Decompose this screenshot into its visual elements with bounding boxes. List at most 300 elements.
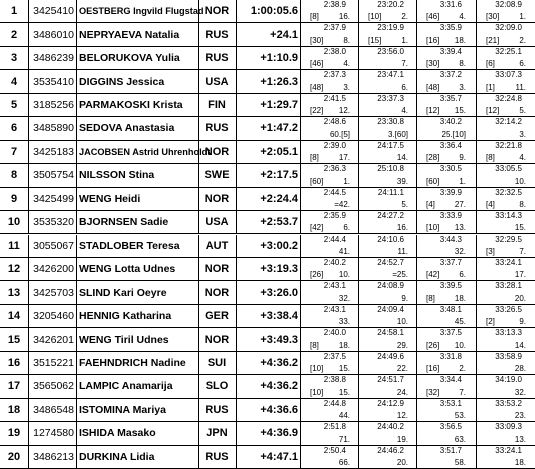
split-cell — [302, 23, 356, 45]
column-divider — [76, 328, 77, 350]
column-divider — [236, 47, 237, 69]
split-cell — [478, 422, 532, 444]
split-cell — [302, 399, 356, 421]
split-cell — [478, 117, 532, 139]
column-divider — [28, 141, 29, 163]
split-cell — [418, 188, 472, 210]
column-divider — [476, 258, 477, 280]
column-divider — [416, 211, 417, 233]
column-divider — [236, 117, 237, 139]
split-rank: 17. — [514, 270, 526, 280]
column-divider — [476, 70, 477, 92]
split-cell — [360, 0, 414, 22]
split-cell — [418, 446, 472, 468]
column-divider — [198, 399, 199, 421]
split-rank: 45. — [454, 317, 466, 327]
split-time: 3:31.6 — [439, 0, 462, 9]
column-divider — [358, 23, 359, 45]
column-divider — [476, 446, 477, 468]
split-time: 33:13.3 — [495, 328, 522, 338]
split-rank: 6. — [343, 223, 350, 233]
split-cell — [418, 235, 472, 257]
column-divider — [476, 422, 477, 444]
athlete-name-cell: WENG Tiril Udnes — [79, 333, 169, 346]
split-time: 2:37.5 — [323, 351, 346, 361]
column-divider — [416, 375, 417, 397]
column-divider — [416, 188, 417, 210]
column-divider — [76, 422, 77, 444]
split-rank: 27. — [454, 200, 466, 210]
rank-cell: 3 — [10, 52, 18, 65]
fis-code-cell: 3486239 — [33, 52, 74, 65]
column-divider — [76, 235, 77, 257]
split-cell — [360, 164, 414, 186]
split-rank: 22. — [396, 364, 408, 374]
bonus-points: [15] — [368, 35, 382, 45]
column-divider — [476, 23, 477, 45]
column-divider — [416, 23, 417, 45]
column-divider — [476, 375, 477, 397]
split-cell — [478, 94, 532, 116]
result-cell: +3:00.2 — [260, 239, 298, 252]
split-time: 23:19.9 — [377, 23, 404, 33]
result-cell: +2:53.7 — [260, 216, 298, 229]
split-time: 32:25.1 — [495, 46, 522, 56]
split-cell — [302, 422, 356, 444]
table-row — [0, 47, 535, 70]
column-divider — [28, 47, 29, 69]
column-divider — [300, 47, 301, 69]
split-cell — [418, 47, 472, 69]
athlete-name-cell: NEPRYAEVA Natalia — [79, 28, 180, 41]
column-divider — [476, 47, 477, 69]
split-cell — [360, 211, 414, 233]
split-cell — [478, 328, 532, 350]
rank-cell: 17 — [7, 380, 21, 393]
split-cell — [360, 47, 414, 69]
bonus-points: [48] — [310, 82, 324, 92]
split-time: 32:08.9 — [495, 0, 522, 9]
column-divider — [28, 258, 29, 280]
column-divider — [416, 352, 417, 374]
column-divider — [236, 23, 237, 45]
column-divider — [236, 0, 237, 22]
table-row — [0, 188, 535, 211]
split-cell — [478, 47, 532, 69]
result-cell: +4:36.2 — [260, 380, 298, 393]
split-cell — [302, 258, 356, 280]
split-rank: 18. — [454, 35, 466, 45]
split-time: 23:47.1 — [377, 70, 404, 80]
result-cell: +3:38.4 — [260, 310, 298, 323]
split-rank: 18. — [338, 340, 350, 350]
column-divider — [476, 117, 477, 139]
column-divider — [358, 188, 359, 210]
nation-cell: RUS — [205, 403, 229, 416]
split-time: 3:37.7 — [439, 257, 462, 267]
split-time: 33:24.1 — [495, 445, 522, 455]
split-time: 33:14.3 — [495, 211, 522, 221]
column-divider — [300, 258, 301, 280]
split-cell — [418, 0, 472, 22]
split-time: 24:11.1 — [377, 187, 404, 197]
split-rank: 5. — [519, 106, 526, 116]
bonus-points: [26] — [426, 340, 440, 350]
split-cell — [478, 23, 532, 45]
column-divider — [28, 164, 29, 186]
split-rank: 60.[5] — [329, 129, 350, 139]
split-rank: 15. — [338, 387, 350, 397]
split-rank: 6. — [459, 270, 466, 280]
column-divider — [198, 94, 199, 116]
split-rank: 13. — [514, 434, 526, 444]
column-divider — [28, 375, 29, 397]
split-time: 2:38.9 — [323, 0, 346, 9]
split-cell — [302, 235, 356, 257]
column-divider — [198, 281, 199, 303]
column-divider — [236, 399, 237, 421]
split-cell — [478, 258, 532, 280]
column-divider — [416, 328, 417, 350]
split-rank: 3. — [519, 129, 526, 139]
column-divider — [198, 164, 199, 186]
fis-code-cell: 3205460 — [33, 310, 74, 323]
split-time: 2:41.5 — [323, 93, 346, 103]
bonus-points: [8] — [486, 153, 495, 163]
column-divider — [358, 94, 359, 116]
fis-code-cell: 3426200 — [33, 263, 74, 276]
split-rank: 9. — [401, 293, 408, 303]
column-divider — [76, 70, 77, 92]
bonus-points: [12] — [486, 106, 500, 116]
split-rank: 33. — [338, 317, 350, 327]
split-cell — [418, 281, 472, 303]
column-divider — [28, 211, 29, 233]
column-divider — [198, 211, 199, 233]
split-cell — [360, 117, 414, 139]
split-time: 2:44.8 — [323, 398, 346, 408]
bonus-points: [26] — [310, 270, 324, 280]
split-rank: 29. — [396, 340, 408, 350]
bonus-points: [46] — [310, 59, 324, 69]
column-divider — [300, 117, 301, 139]
column-divider — [358, 446, 359, 468]
split-cell — [360, 188, 414, 210]
column-divider — [28, 281, 29, 303]
result-cell: +4:47.1 — [260, 450, 298, 463]
split-time: 32:24.8 — [495, 93, 522, 103]
split-time: 2:43.1 — [323, 281, 346, 291]
result-cell: +4:36.9 — [260, 427, 298, 440]
bonus-points: [4] — [426, 200, 435, 210]
split-cell — [360, 258, 414, 280]
split-rank: 7. — [401, 59, 408, 69]
split-rank: 6. — [519, 59, 526, 69]
split-time: 33:05.5 — [495, 164, 522, 174]
column-divider — [358, 328, 359, 350]
table-row — [0, 164, 535, 187]
fis-code-cell: 3486010 — [33, 28, 74, 41]
result-cell: +3:26.0 — [260, 286, 298, 299]
split-rank: 7. — [519, 246, 526, 256]
column-divider — [76, 164, 77, 186]
column-divider — [76, 399, 77, 421]
split-cell — [302, 375, 356, 397]
table-row — [0, 446, 535, 469]
bonus-points: [30] — [426, 59, 440, 69]
split-cell — [418, 70, 472, 92]
column-divider — [28, 328, 29, 350]
column-divider — [416, 399, 417, 421]
column-divider — [236, 235, 237, 257]
split-rank: 8. — [519, 200, 526, 210]
result-cell: +4:36.2 — [260, 356, 298, 369]
split-time: 3:31.8 — [439, 351, 462, 361]
split-time: 23:20.2 — [377, 0, 404, 9]
split-cell — [478, 141, 532, 163]
column-divider — [236, 446, 237, 468]
split-time: 2:48.6 — [323, 117, 346, 127]
column-divider — [300, 281, 301, 303]
column-divider — [76, 47, 77, 69]
result-cell: +1:26.3 — [260, 75, 298, 88]
column-divider — [416, 70, 417, 92]
column-divider — [358, 47, 359, 69]
column-divider — [358, 258, 359, 280]
bonus-points: [42] — [310, 223, 324, 233]
split-cell — [478, 235, 532, 257]
bonus-points: [32] — [426, 387, 440, 397]
column-divider — [28, 399, 29, 421]
column-divider — [236, 352, 237, 374]
split-cell — [478, 0, 532, 22]
split-rank: 15. — [338, 364, 350, 374]
split-cell — [360, 352, 414, 374]
split-cell — [302, 188, 356, 210]
split-time: 24:27.2 — [377, 211, 404, 221]
bonus-points: [48] — [426, 82, 440, 92]
fis-code-cell: 3515221 — [33, 356, 74, 369]
split-time: 24:08.9 — [377, 281, 404, 291]
column-divider — [198, 305, 199, 327]
split-rank: 10. — [514, 176, 526, 186]
rank-cell: 5 — [10, 99, 18, 112]
split-cell — [360, 446, 414, 468]
split-rank: 6. — [401, 82, 408, 92]
athlete-name-cell: BJORNSEN Sadie — [79, 216, 169, 229]
split-cell — [302, 70, 356, 92]
result-cell: +1:10.9 — [260, 52, 298, 65]
column-divider — [300, 328, 301, 350]
split-cell — [418, 117, 472, 139]
split-rank: 41. — [338, 246, 350, 256]
rank-cell: 4 — [10, 75, 18, 88]
split-time: 24:52.7 — [377, 257, 404, 267]
column-divider — [300, 94, 301, 116]
column-divider — [236, 94, 237, 116]
split-time: 2:38.0 — [323, 46, 346, 56]
split-cell — [418, 23, 472, 45]
split-time: 3:56.5 — [439, 422, 462, 432]
split-cell — [478, 446, 532, 468]
split-time: 3:35.9 — [439, 23, 462, 33]
bonus-points: [10] — [368, 12, 382, 22]
split-time: 3:37.5 — [439, 328, 462, 338]
split-cell — [302, 281, 356, 303]
split-rank: 3. — [343, 82, 350, 92]
bonus-points: [6] — [486, 59, 495, 69]
column-divider — [358, 117, 359, 139]
column-divider — [28, 305, 29, 327]
bonus-points: [30] — [486, 12, 500, 22]
split-rank: 16. — [338, 12, 350, 22]
column-divider — [198, 375, 199, 397]
column-divider — [28, 446, 29, 468]
split-rank: 10. — [454, 340, 466, 350]
split-rank: 5. — [401, 200, 408, 210]
table-row — [0, 117, 535, 140]
athlete-name-cell: NILSSON Stina — [79, 169, 155, 182]
rank-cell: 12 — [7, 263, 21, 276]
bonus-points: [60] — [426, 176, 440, 186]
fis-code-cell: 3055067 — [33, 239, 74, 252]
nation-cell: JPN — [206, 427, 228, 440]
split-time: 24:58.1 — [377, 328, 404, 338]
column-divider — [198, 47, 199, 69]
athlete-name-cell: OESTBERG Ingvild Flugstad — [79, 6, 204, 17]
column-divider — [28, 352, 29, 374]
column-divider — [300, 422, 301, 444]
split-time: 3:30.5 — [439, 164, 462, 174]
column-divider — [476, 188, 477, 210]
bonus-points: [10] — [310, 364, 324, 374]
bonus-points: [8] — [310, 340, 319, 350]
bonus-points: [60] — [310, 176, 324, 186]
column-divider — [198, 141, 199, 163]
rank-cell: 9 — [10, 192, 18, 205]
bonus-points: [8] — [310, 12, 319, 22]
split-cell — [478, 164, 532, 186]
bonus-points: [8] — [310, 153, 319, 163]
column-divider — [300, 305, 301, 327]
split-time: 3:34.4 — [439, 375, 462, 385]
split-time: 3:37.2 — [439, 70, 462, 80]
split-cell — [302, 328, 356, 350]
split-cell — [302, 141, 356, 163]
bonus-points: [12] — [426, 106, 440, 116]
column-divider — [300, 375, 301, 397]
column-divider — [236, 141, 237, 163]
split-cell — [302, 211, 356, 233]
split-rank: 16. — [396, 223, 408, 233]
split-cell — [418, 328, 472, 350]
column-divider — [236, 422, 237, 444]
rank-cell: 16 — [7, 356, 21, 369]
fis-code-cell: 3425499 — [33, 192, 74, 205]
split-time: 3:40.2 — [439, 117, 462, 127]
table-row — [0, 0, 535, 23]
split-time: 3:39.4 — [439, 46, 462, 56]
nation-cell: RUS — [205, 28, 229, 41]
result-cell: +2:05.1 — [260, 145, 298, 158]
split-rank: 13. — [454, 223, 466, 233]
rank-cell: 19 — [7, 427, 21, 440]
column-divider — [76, 188, 77, 210]
table-row — [0, 258, 535, 281]
nation-cell: RUS — [205, 52, 229, 65]
column-divider — [358, 422, 359, 444]
athlete-name-cell: LAMPIC Anamarija — [79, 380, 173, 393]
column-divider — [28, 70, 29, 92]
split-time: 3:35.7 — [439, 93, 462, 103]
column-divider — [416, 446, 417, 468]
split-cell — [418, 211, 472, 233]
split-time: 33:53.2 — [495, 398, 522, 408]
split-time: 3:51.7 — [439, 445, 462, 455]
column-divider — [198, 117, 199, 139]
split-rank: 32. — [338, 293, 350, 303]
table-row — [0, 70, 535, 93]
fis-code-cell: 3426201 — [33, 333, 74, 346]
column-divider — [416, 47, 417, 69]
split-time: 33:09.3 — [495, 422, 522, 432]
column-divider — [476, 0, 477, 22]
split-rank: 20. — [514, 293, 526, 303]
split-time: 3:39.9 — [439, 187, 462, 197]
athlete-name-cell: ISHIDA Masako — [79, 427, 156, 440]
split-cell — [478, 211, 532, 233]
column-divider — [76, 23, 77, 45]
column-divider — [476, 399, 477, 421]
split-cell — [478, 70, 532, 92]
column-divider — [358, 352, 359, 374]
column-divider — [198, 422, 199, 444]
split-time: 24:09.4 — [377, 304, 404, 314]
column-divider — [76, 375, 77, 397]
column-divider — [476, 141, 477, 163]
nation-cell: SWE — [204, 169, 230, 182]
split-time: 23:56.0 — [377, 46, 404, 56]
column-divider — [358, 70, 359, 92]
split-rank: 3.[60] — [387, 129, 408, 139]
bonus-points: [4] — [486, 200, 495, 210]
column-divider — [300, 399, 301, 421]
column-divider — [76, 0, 77, 22]
split-cell — [302, 305, 356, 327]
rank-cell: 13 — [7, 286, 21, 299]
split-rank: 23. — [514, 411, 526, 421]
result-cell: +2:24.4 — [260, 192, 298, 205]
split-rank: 39. — [396, 176, 408, 186]
split-time: 2:44.5 — [323, 187, 346, 197]
split-rank: 8. — [343, 35, 350, 45]
split-rank: 10. — [338, 270, 350, 280]
split-cell — [418, 352, 472, 374]
athlete-name-cell: SEDOVA Anastasia — [79, 122, 175, 135]
split-time: 3:33.9 — [439, 211, 462, 221]
column-divider — [300, 0, 301, 22]
split-rank: 25.[10] — [441, 129, 466, 139]
column-divider — [198, 70, 199, 92]
split-rank: 2. — [401, 12, 408, 22]
split-rank: 71. — [338, 434, 350, 444]
split-rank: 19. — [396, 434, 408, 444]
nation-cell: NOR — [204, 286, 230, 299]
rank-cell: 18 — [7, 403, 21, 416]
split-rank: 1. — [519, 12, 526, 22]
split-rank: 28. — [514, 364, 526, 374]
bonus-points: [46] — [426, 12, 440, 22]
